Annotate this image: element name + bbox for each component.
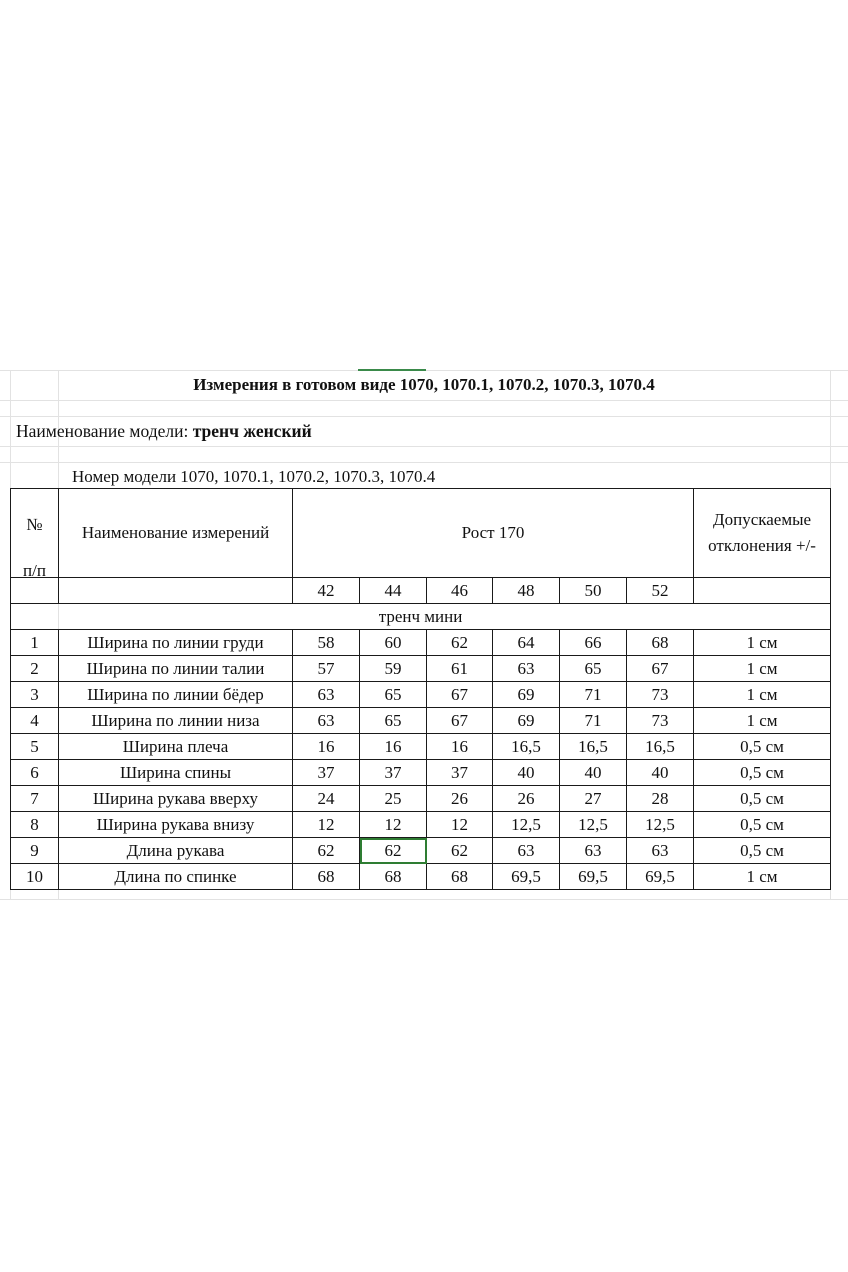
value-cell[interactable]: 37 [427, 760, 493, 786]
value-cell[interactable]: 60 [360, 630, 427, 656]
value-cell[interactable]: 25 [360, 786, 427, 812]
table-row [11, 734, 831, 760]
value-cell[interactable]: 73 [627, 682, 694, 708]
value-cell[interactable]: 64 [493, 630, 560, 656]
table-cell[interactable] [59, 578, 293, 604]
value-cell[interactable]: 69,5 [627, 864, 694, 890]
measure-name-cell[interactable]: Ширина рукава вверху [59, 786, 293, 812]
measure-name-cell[interactable]: Ширина по линии талии [59, 656, 293, 682]
value-cell[interactable]: 73 [627, 708, 694, 734]
row-number-cell[interactable]: 5 [11, 734, 59, 760]
row-number-cell[interactable]: 10 [11, 864, 59, 890]
table-row [11, 812, 831, 838]
value-cell[interactable]: 12,5 [493, 812, 560, 838]
value-cell[interactable]: 69,5 [493, 864, 560, 890]
header-tolerance-line1: Допускаемые [713, 510, 812, 529]
value-cell[interactable]: 67 [427, 682, 493, 708]
value-cell[interactable]: 59 [360, 656, 427, 682]
table-row [11, 656, 831, 682]
section-label[interactable]: тренч мини [11, 604, 831, 630]
row-number-cell[interactable]: 9 [11, 838, 59, 864]
value-cell[interactable]: 62 [360, 838, 427, 864]
value-cell[interactable]: 63 [493, 838, 560, 864]
tolerance-cell[interactable]: 0,5 см [694, 734, 831, 760]
value-cell[interactable]: 26 [427, 786, 493, 812]
header-height[interactable]: Рост 170 [293, 489, 694, 578]
value-cell[interactable]: 28 [627, 786, 694, 812]
value-cell[interactable]: 12 [427, 812, 493, 838]
value-cell[interactable]: 67 [427, 708, 493, 734]
table-row [11, 708, 831, 734]
value-cell[interactable]: 63 [627, 838, 694, 864]
value-cell[interactable]: 12,5 [560, 812, 627, 838]
value-cell[interactable]: 71 [560, 708, 627, 734]
value-cell[interactable]: 69 [493, 708, 560, 734]
header-number-symbol: № [26, 515, 43, 534]
measurement-rows [11, 630, 831, 890]
value-cell[interactable]: 65 [360, 708, 427, 734]
spreadsheet-area [0, 370, 848, 900]
tolerance-cell[interactable]: 1 см [694, 682, 831, 708]
value-cell[interactable]: 69 [493, 682, 560, 708]
value-cell[interactable]: 16,5 [627, 734, 694, 760]
size-cell[interactable]: 46 [427, 578, 493, 604]
value-cell[interactable]: 27 [560, 786, 627, 812]
model-name-label: Наименование модели: [16, 421, 189, 441]
measure-name-cell[interactable]: Ширина рукава внизу [59, 812, 293, 838]
value-cell[interactable]: 16 [360, 734, 427, 760]
value-cell[interactable]: 16 [293, 734, 360, 760]
model-number: Номер модели 1070, 1070.1, 1070.2, 1070.3, 1070.4 [72, 467, 436, 486]
tolerance-cell[interactable]: 0,5 см [694, 838, 831, 864]
value-cell[interactable]: 71 [560, 682, 627, 708]
sizes-row [11, 578, 831, 604]
row-number-cell[interactable]: 1 [11, 630, 59, 656]
tolerance-cell[interactable]: 1 см [694, 864, 831, 890]
tolerance-cell[interactable]: 0,5 см [694, 786, 831, 812]
value-cell[interactable]: 16 [427, 734, 493, 760]
row-number-cell[interactable]: 6 [11, 760, 59, 786]
value-cell[interactable]: 68 [627, 630, 694, 656]
value-cell[interactable]: 69,5 [560, 864, 627, 890]
value-cell[interactable]: 63 [560, 838, 627, 864]
value-cell[interactable]: 68 [360, 864, 427, 890]
value-cell[interactable]: 62 [427, 838, 493, 864]
value-cell[interactable]: 66 [560, 630, 627, 656]
header-tolerance-line2: отклонения +/- [708, 536, 816, 555]
table-row [11, 682, 831, 708]
table-row [11, 786, 831, 812]
header-number-cell[interactable] [11, 489, 59, 578]
measure-name-cell[interactable]: Ширина по линии низа [59, 708, 293, 734]
value-cell[interactable]: 62 [427, 630, 493, 656]
value-cell[interactable]: 12 [293, 812, 360, 838]
value-cell[interactable]: 24 [293, 786, 360, 812]
value-cell[interactable]: 58 [293, 630, 360, 656]
measure-name-cell[interactable]: Ширина плеча [59, 734, 293, 760]
value-cell[interactable]: 65 [360, 682, 427, 708]
value-cell[interactable]: 16,5 [493, 734, 560, 760]
value-cell[interactable]: 68 [427, 864, 493, 890]
row-number-cell[interactable]: 8 [11, 812, 59, 838]
header-row [11, 489, 831, 578]
size-cell[interactable]: 50 [560, 578, 627, 604]
value-cell[interactable]: 12 [360, 812, 427, 838]
value-cell[interactable]: 37 [293, 760, 360, 786]
model-name-value: тренч женский [192, 421, 312, 441]
value-cell[interactable]: 40 [627, 760, 694, 786]
value-cell[interactable]: 57 [293, 656, 360, 682]
value-cell[interactable]: 26 [493, 786, 560, 812]
value-cell[interactable]: 68 [293, 864, 360, 890]
table-cell[interactable] [11, 578, 59, 604]
table-row [11, 838, 831, 864]
value-cell[interactable]: 12,5 [627, 812, 694, 838]
header-number-abbrev: п/п [23, 561, 46, 580]
value-cell[interactable]: 65 [560, 656, 627, 682]
header-measure-name[interactable]: Наименование измерений [59, 489, 293, 578]
table-row [11, 864, 831, 890]
measure-name-cell[interactable]: Длина рукава [59, 838, 293, 864]
model-name-line [16, 421, 312, 442]
value-cell[interactable]: 63 [293, 682, 360, 708]
table-cell[interactable] [694, 578, 831, 604]
value-cell[interactable]: 40 [560, 760, 627, 786]
tolerance-cell[interactable]: 0,5 см [694, 760, 831, 786]
size-cell[interactable]: 48 [493, 578, 560, 604]
row-number-cell[interactable]: 2 [11, 656, 59, 682]
value-cell[interactable]: 67 [627, 656, 694, 682]
row-number-cell[interactable]: 4 [11, 708, 59, 734]
size-cell[interactable]: 42 [293, 578, 360, 604]
column-selection-marker [358, 369, 426, 371]
section-row [11, 604, 831, 630]
value-cell[interactable]: 40 [493, 760, 560, 786]
value-cell[interactable]: 63 [493, 656, 560, 682]
tolerance-cell[interactable]: 1 см [694, 708, 831, 734]
measure-name-cell[interactable]: Длина по спинке [59, 864, 293, 890]
measure-name-cell[interactable]: Ширина по линии груди [59, 630, 293, 656]
size-cell[interactable]: 52 [627, 578, 694, 604]
size-cell[interactable]: 44 [360, 578, 427, 604]
tolerance-cell[interactable]: 1 см [694, 656, 831, 682]
value-cell[interactable]: 37 [360, 760, 427, 786]
value-cell[interactable]: 62 [293, 838, 360, 864]
table-row [11, 760, 831, 786]
tolerance-cell[interactable]: 0,5 см [694, 812, 831, 838]
tolerance-cell[interactable]: 1 см [694, 630, 831, 656]
table-row [11, 630, 831, 656]
header-tolerance-cell[interactable] [694, 489, 831, 578]
measure-name-cell[interactable]: Ширина по линии бёдер [59, 682, 293, 708]
row-number-cell[interactable]: 3 [11, 682, 59, 708]
row-number-cell[interactable]: 7 [11, 786, 59, 812]
page-title: Измерения в готовом виде 1070, 1070.1, 1070.2, 1070.3, 1070.4 [193, 375, 655, 394]
value-cell[interactable]: 63 [293, 708, 360, 734]
value-cell[interactable]: 16,5 [560, 734, 627, 760]
measure-name-cell[interactable]: Ширина спины [59, 760, 293, 786]
value-cell[interactable]: 61 [427, 656, 493, 682]
measurements-table [10, 488, 831, 890]
